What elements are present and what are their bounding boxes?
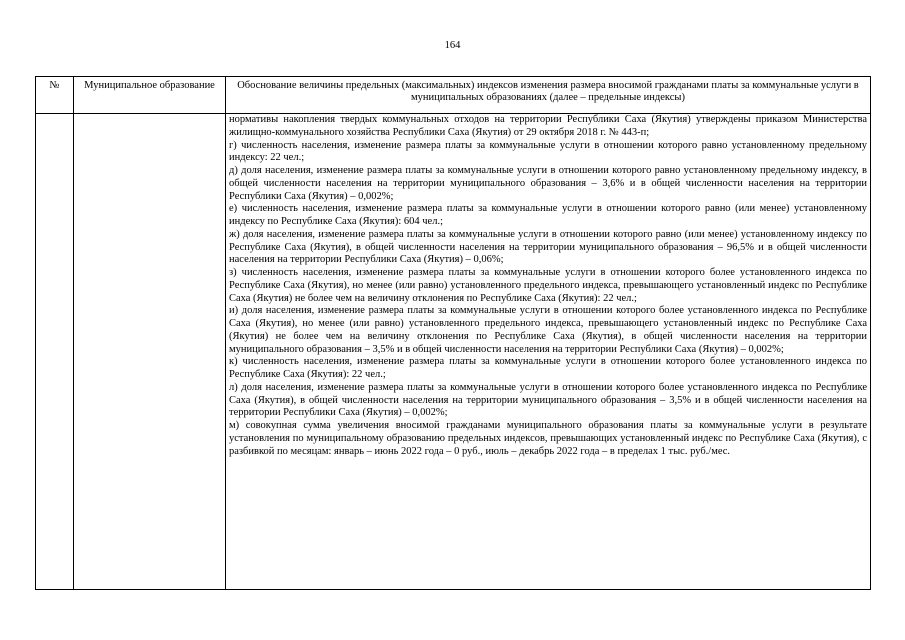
paragraph-e: е) численность населения, изменение размера платы за коммунальные услуги в отношении которого равно (или менее) установленному индексу по Республике Саха (Якутия): 604 чел.; xyxy=(229,203,867,227)
paragraph-zh: ж) доля населения, изменение размера платы за коммунальные услуги в отношении которого равно (или менее) установленному индексу по Республике Саха (Якутия), в общей численности населения на территории муниципального образования – 96,5% и в общей численности населения на территории Республики Саха (Якутия) – 0,06%; xyxy=(229,228,867,266)
table-header-row xyxy=(36,77,871,114)
header-municipality: Муниципальное образование xyxy=(74,77,226,114)
cell-municipality xyxy=(74,114,226,590)
header-justification: Обоснование величины предельных (максимальных) индексов изменения размера вносимой гражданами платы за коммунальные услуги в муниципальных образованиях (далее – предельные индексы) xyxy=(226,77,871,114)
paragraph-m: м) совокупная сумма увеличения вносимой гражданами муниципального образования платы за коммунальные услуги в результате установления по муниципальному образованию предельных индексов, превышающих установленный индекс по Республике Саха (Якутия), с разбивкой по месяцам: январь – июнь 2022 года – 0 руб., июль – декабрь 2022 года – в пределах 1 тыс. руб./мес. xyxy=(229,420,867,457)
justification-table xyxy=(35,76,871,590)
header-number: № xyxy=(36,77,74,114)
paragraph-regulation: нормативы накопления твердых коммунальных отходов на территории Республики Саха (Якутия) утверждены приказом Министерства жилищно-коммунального хозяйства Республики Саха (Якутия) от 29 октября 2018 г. № 443-п; xyxy=(229,114,867,138)
table-row xyxy=(36,114,871,590)
page-number: 164 xyxy=(444,40,461,51)
paragraph-z: з) численность населения, изменение размера платы за коммунальные услуги в отношении которого более установленного индекса по Республике Саха (Якутия), но менее (или равно) установленного предельного индекса, превышающего установленный индекс по Республике Саха (Якутия) не более чем на величину отклонения по Республике Саха (Якутия): 22 чел.; xyxy=(229,267,867,304)
paragraph-l: л) доля населения, изменение размера платы за коммунальные услуги в отношении которого более установленного индекса по Республике Саха (Якутия), в общей численности населения на территории муниципального образования – 3,5% и в общей численности населения на территории Республики Саха (Якутия) – 0,002%; xyxy=(229,381,867,419)
paragraph-k: к) численность населения, изменение размера платы за коммунальные услуги в отношении которого более установленного индекса по Республике Саха (Якутия): 22 чел.; xyxy=(229,356,867,380)
cell-justification xyxy=(226,114,871,590)
paragraph-d: д) доля населения, изменение размера платы за коммунальные услуги в отношении которого равно установленному предельному индексу, в общей численности населения на территории муниципального образования – 3,6% и в общей численности населения на территории Республики Саха (Якутия) – 0,002%; xyxy=(229,165,867,202)
paragraph-i: и) доля населения, изменение размера платы за коммунальные услуги в отношении которого более установленного индекса по Республике Саха (Якутия), но менее (или равно) установленного предельного индекса, превышающего установленный индекс по Республике Саха (Якутия) не более чем на величину отклонения по Республике Саха (Якутия), в общей численности населения на территории муниципального образования – 3,5% и в общей численности населения на территории Республики Саха (Якутия) – 0,002%; xyxy=(229,305,867,355)
cell-number xyxy=(36,114,74,590)
paragraph-g: г) численность населения, изменение размера платы за коммунальные услуги в отношении которого равно установленному предельному индексу: 22 чел.; xyxy=(229,139,867,164)
